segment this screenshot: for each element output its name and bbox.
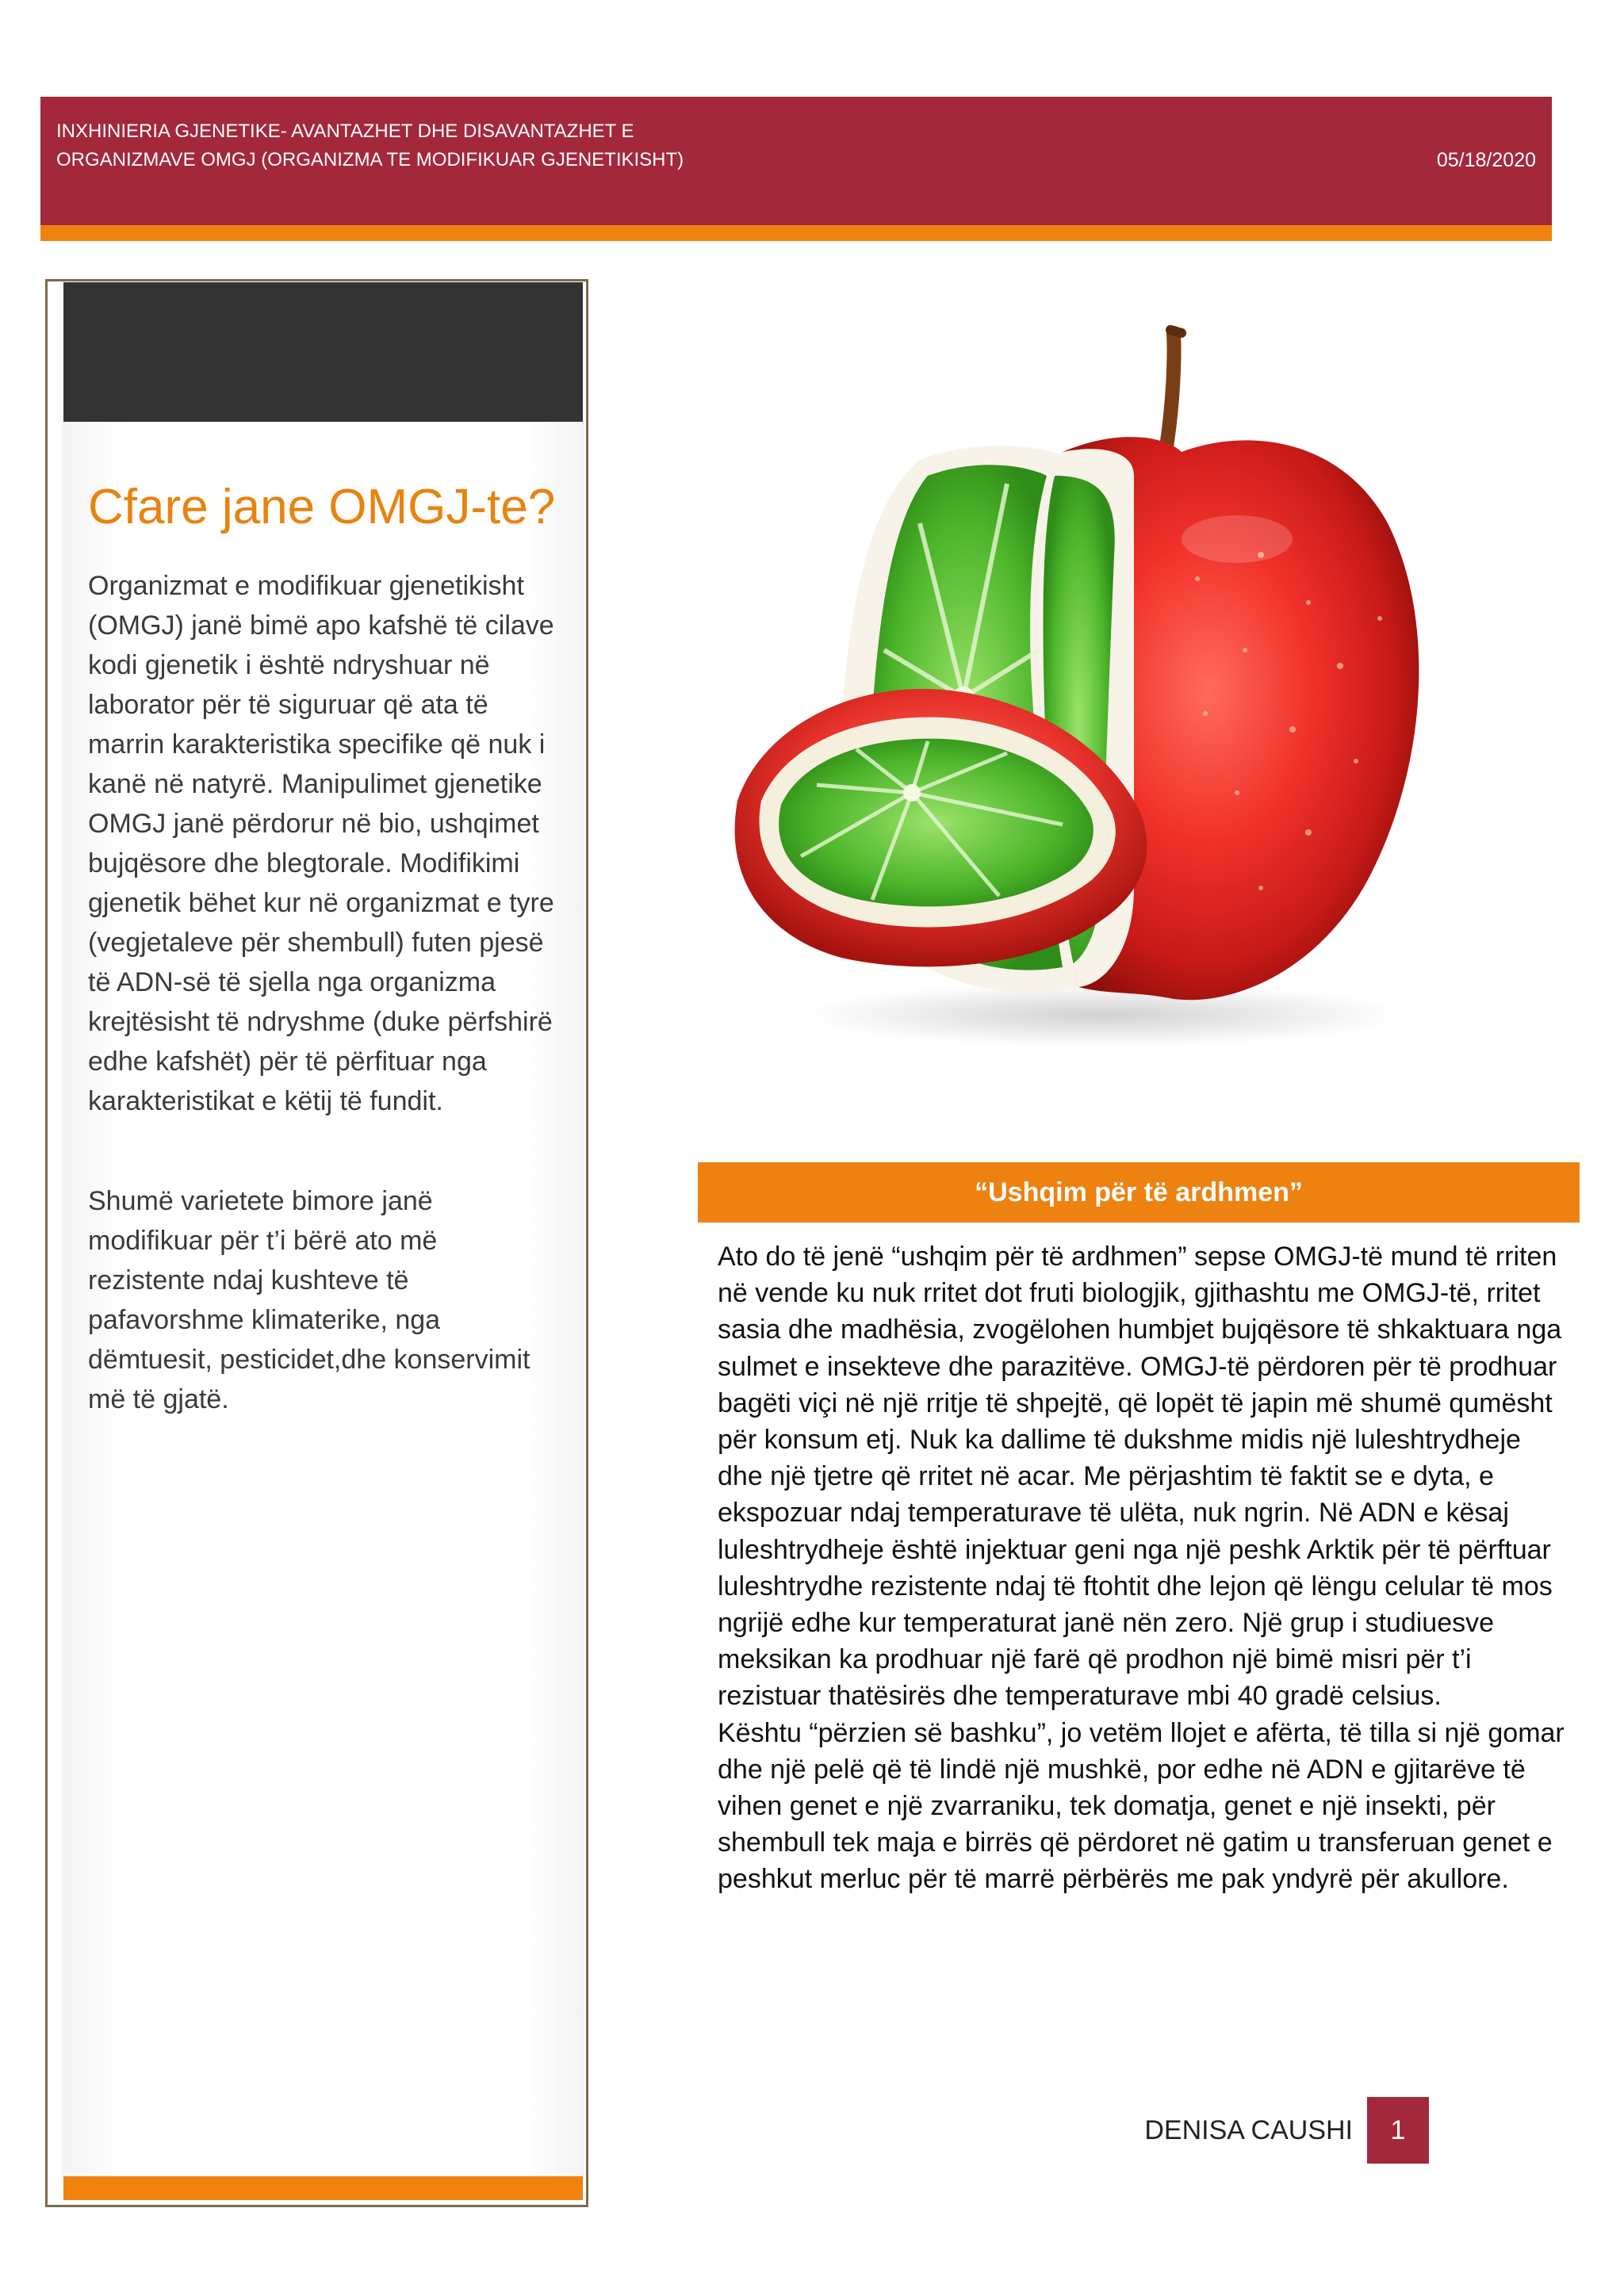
article-paragraph-2: Kështu “përzien së bashku”, jo vetëm llojet e afërta, të tilla si një gomar dhe një pelë që të lindë një mushkë, por edhe në ADN e gjitarëve të vihen genet e një zvarraniku, tek domatja, genet e një insekti, për shembull tek maja e birrës që përdoret në gatim u transferuan genet e peshkut merluc për të marrë përbërës me pak yndyrë për akullore. [718,1717,1565,1895]
document-date: 05/18/2020 [1436,149,1536,171]
sidebar-paragraph-2: Shumë varietete bimore janë modifikuar për t’i bërë ato më rezistente ndaj kushteve të pafavorshme klimaterike, nga dëmtuesit, pesticidet,dhe konservimit më të gjatë. [88,1186,530,1414]
sidebar-paragraph-1: Organizmat e modifikuar gjenetikisht (OMGJ) janë bimë apo kafshë të cilave kodi gjenetik i është ndryshuar në laborator për të siguruar që ata të marrin karakteristika specifike që nuk i kanë në natyrë. Manipulimet gjenetike OMGJ janë përdorur në bio, ushqimet bujqësore dhe blegtorale. Modifikimi gjenetik bëhet kur në organizmat e tyre (vegjetaleve për shembull) futen pjesë të ADN-së të sjella nga organizma krejtësisht të ndryshme (duke përfshirë edhe kafshët) për të përfituar nga karakteristikat e këtij të fundit. [88,571,554,1116]
header-accent-stripe [40,225,1552,241]
sidebar-heading: Cfare jane OMGJ-te? [88,480,556,534]
page-number: 1 [1367,2097,1429,2164]
section-banner: “Ushqim për të ardhmen” [698,1162,1580,1223]
sidebar-bottom-bar [63,2176,583,2200]
article-body [718,1238,1566,1898]
sidebar-header-block [63,282,583,422]
footer-author: DENISA CAUSHI [1144,2115,1353,2145]
article-paragraph-1: Ato do të jenë “ushqim për të ardhmen” sepse OMGJ-të mund të rriten në vende ku nuk rritet dot fruti biologjik, gjithashtu me OMGJ-të, rritet sasia dhe madhësia, zvogëlohen humbjet bujqësore të shkaktuara nga sulmet e insekteve dhe parazitëve. OMGJ-të përdoren për të prodhuar bagëti viçi në një rritje të shpejtë, që lopët të japin më shumë qumësht për konsum etj. Nuk ka dallime të dukshme midis një luleshtrydheje dhe një tjetre që rritet në acar. Me përjashtim të faktit se e dyta, e ekspozuar ndaj temperaturave të ulëta, nuk ngrin. Në ADN e kësaj luleshtrydheje është injektuar geni nga një peshk Arktik për të përftuar luleshtrydhe rezistente ndaj të ftohtit dhe lejon që lëngu celular të mos ngrijë edhe kur temperaturat janë nën zero. Një grup i studiuesve meksikan ka prodhuar një farë që prodhon një bimë misri për t’i rezistuar thatësirës dhe temperaturave mbi 40 gradë celsius. [718,1242,1562,1712]
document-header [40,97,1552,225]
gmo-apple-image [690,317,1451,1110]
document-title: INXHINIERIA GJENETIKE- AVANTAZHET DHE DISAVANTAZHET E ORGANIZMAVE OMGJ (ORGANIZMA TE MODIFIKUAR GJENETIKISHT) [56,121,684,170]
